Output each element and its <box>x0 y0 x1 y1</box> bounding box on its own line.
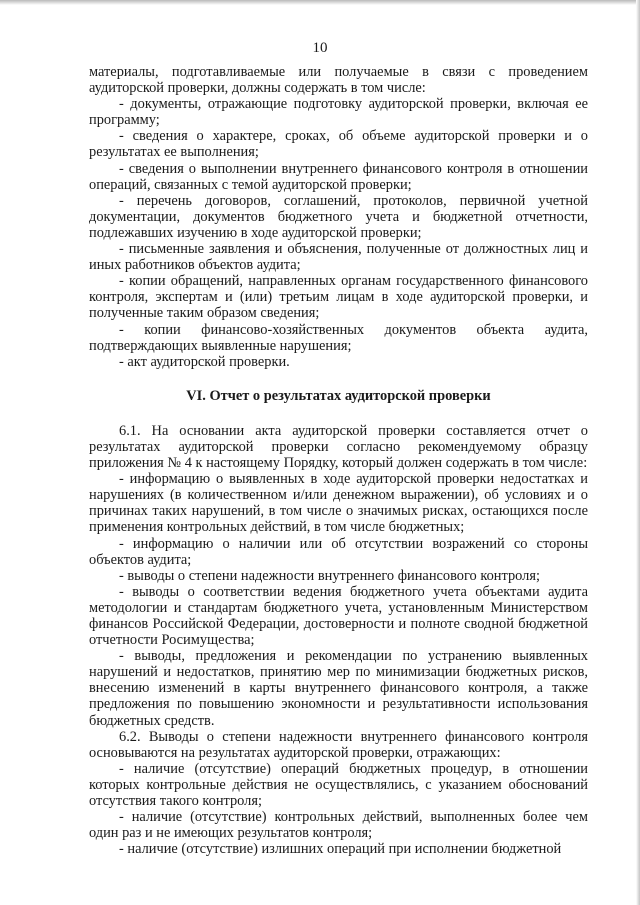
list-item: - наличие (отсутствие) контрольных действий, выполненных более чем один раз и не имеющих результатов контроля; <box>89 809 588 842</box>
list-item: - сведения о выполнении внутреннего финансового контроля в отношении операций, связанных с темой аудиторской проверки; <box>89 160 588 193</box>
list-item: - выводы, предложения и рекомендации по устранению выявленных нарушений и недостатков, принятию мер по минимизации бюджетных рисков, внесению изменений в карты внутреннего финансового контроля, а также предложения по повышению экономности и результативности использования бюджетных средств. <box>89 648 588 729</box>
list-item: - копии обращений, направленных органам государственного финансового контроля, экспертам и (или) третьим лицам в ходе аудиторской проверки, и полученные таким образом сведения; <box>89 273 588 322</box>
list-item: - документы, отражающие подготовку аудиторской проверки, включая ее программу; <box>89 96 588 129</box>
list-item: - письменные заявления и объяснения, полученные от должностных лиц и иных работников объектов аудита; <box>89 241 588 274</box>
list-item: - наличие (отсутствие) операций бюджетных процедур, в отношении которых контрольные действия не осуществлялись, с указанием обоснований отсутствия такого контроля; <box>89 760 588 810</box>
list-item: - перечень договоров, соглашений, протоколов, первичной учетной документации, документов бюджетного учета и бюджетной отчетности, подлежавших изучению в ходе аудиторской проверки; <box>89 192 588 241</box>
document-body <box>89 64 588 857</box>
list-item: - информацию о выявленных в ходе аудиторской проверки недостатках и нарушениях (в количественном и/или денежном выражении), об условиях и о причинах таких нарушений, в том числе о значимых рисках, остающихся после применения контрольных действий, в том числе бюджетных; <box>89 471 588 536</box>
list-item: - выводы о соответствии ведения бюджетного учета объектами аудита методологии и стандартам бюджетного учета, установленным Министерством финансов Российской Федерации, достоверности и полноте сводной бюджетной отчетности Росимущества; <box>89 583 588 649</box>
list-item: - выводы о степени надежности внутреннего финансового контроля; <box>119 567 540 584</box>
page-number: 10 <box>312 40 328 56</box>
scan-edge-top <box>0 0 640 5</box>
list-item: - акт аудиторской проверки. <box>119 353 290 370</box>
list-item: - информацию о наличии или об отсутствии возражений со стороны объектов аудита; <box>89 535 588 568</box>
section-title: VI. Отчет о результатах аудиторской проверки <box>186 387 491 404</box>
scan-edge-right <box>636 0 640 905</box>
clause-6-1: 6.1. На основании акта аудиторской проверки составляется отчет о результатах аудиторской проверки согласно рекомендуемому образцу приложения № 4 к настоящему Порядку, который должен содержать в том числе: <box>89 422 588 472</box>
clause-6-2: 6.2. Выводы о степени надежности внутреннего финансового контроля основываются на результатах аудиторской проверки, отражающих: <box>89 728 588 761</box>
list-item: - сведения о характере, сроках, об объеме аудиторской проверки и о результатах ее выполнения; <box>89 128 588 161</box>
list-item: - наличие (отсутствие) излишних операций при исполнении бюджетной <box>119 841 562 858</box>
paragraph-intro: материалы, подготавливаемые или получаемые в связи с проведением аудиторской проверки, должны содержать в том числе: <box>89 64 588 97</box>
list-item: - копии финансово-хозяйственных документов объекта аудита, подтверждающих выявленные нарушения; <box>89 321 588 354</box>
